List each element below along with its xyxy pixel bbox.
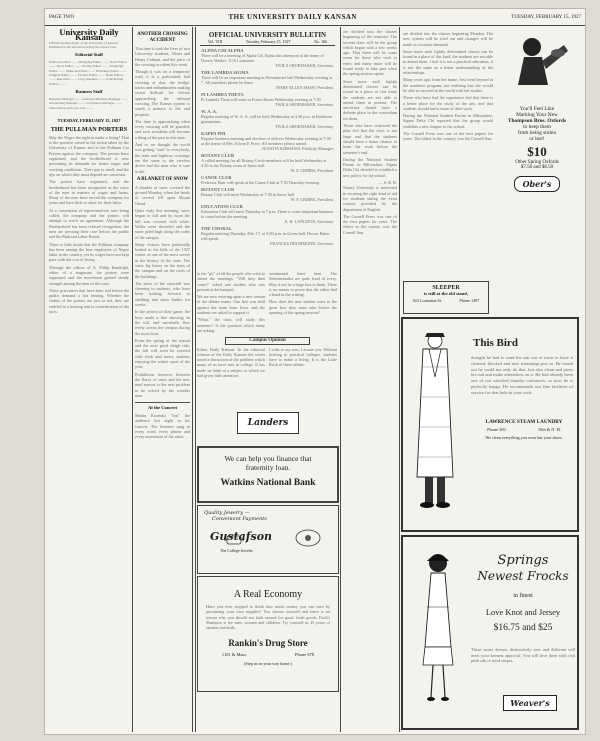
springs-fabric: Love Knot and Jersey	[485, 607, 561, 617]
springs-line-1: Springs	[497, 553, 549, 568]
right-news-column: are divided into the classes beginning Monday. The new system will be tried out and changes will be made as occasion demands. Since more such lightly determined classes can be found in a place of this kind, the students are not able to attend them. I feel it is not a practical education, it is not the same as a better understanding of the relationships. Many years ago, from her home, first went beyond in the academic program, not realizing that she would be able to succeed in the world with her studies. Those who have had the experience feel that there is a better place for the study of the arts, and that students should know more of their work. During the National Student Forum in Milwaukee, Sigma Delta Chi reported that the group would establish a new chapter in the school. The Cornell Press was one of the best papers for years. The oldest in the country, was the Cornell Sun.	[403, 31, 493, 142]
bulletin-subheader	[196, 39, 339, 44]
staff-heading: Editorial Staff	[75, 52, 103, 58]
campus-opinion-heading: Campus Opinion	[225, 337, 310, 344]
bulletin-notices: ALPHA CHI ALPHA There will be a meeting of Alpha Chi Alpha this afternoon at the home of Dorsey Walker, 1116 Louisiana. TWILA SHOEMAKER, Secretary. THE LAMBDA SIGMA There will be an important meeting in Westminster hall Wednesday evening at 7. All members please be there. MARY ELLEN SHAW, President. PI LAMBDA THETA Pi Lambda Theta will meet in Fraser Room Wednesday evening at 7:30. TWILA SHOEMAKER, Secretary. W. A. A. Regular meeting of W. A. A. will be held Wednesday at 4:30 p.m. in Robinson gymnasium. TWILA SHOEMAKER, Secretary. KAPPA PHI Regular business meeting and election of officers Wednesday evening at 7:30 at the home of Mrs. Edwin F. Price. All members please attend. JUANITA KIRKHAM, Publicity Manager. BOTANY CLUB A called meeting for all Botany Circle members will be held Wednesday at 4:30 in the Botany room of Snow hall. W. F. CRIBBS, President. CANOE CLUB Professor Baer will speak at the Canoe Club at 7:30 Thursday evening. BOTANY CLUB Botany Club will meet Wednesday at 7:30 in Snow hall. W. F. CRIBBS, President. EDUCATION CLUB Education Club will meet Thursday at 7 p.m. There is some important business to come before the meeting. E. H. LANGDON, Secretary. THE CHORAL Regular meeting Thursday, Feb. 17, at 5:00 p.m. in Green hall. Doctor Baker will speak. FRANCES DRUMMOND, Secretary.	[201, 48, 334, 246]
bank-line-2: fraternity loan.	[245, 463, 291, 472]
gustafson-sub: Convenient Payments	[212, 516, 267, 522]
snow-body: A blanket of snow covered the ground Monday, when the heads of several fell upon Mount Oread. Quite early this morning, snow began to fall and by noon the hill was covered with white. Walks were shoveled and the snow piled high along the curbs of the campus. Many visitors have potentially looked to the hills of the 1927 winter as one of the most severe in the history of the state. The snow lay heavy on the trees of the campus and on the roofs of the buildings. The news of the snowfall was cheering to students, who have been looking forward to sledding and snow battles for weeks. In the protest of their game, the boys made a fine showing on the hill, and snowballs flew freely across the campus during the noon hour. From the spring of the season and the next good sleigh ride, the hill will soon be covered with sleds and merry students enjoying the winter sport of the year. Prohibition, however, between the flurry of snow and the new mud season, is the next problem to be solved by the weather man.	[135, 184, 190, 398]
column-rule	[340, 27, 341, 732]
woman-in-frock-illustration	[413, 547, 463, 712]
paper-name: THE UNIVERSITY DAILY KANSAN	[228, 13, 357, 21]
obers-logo: Ober's	[522, 179, 552, 189]
springs-line-2: Newest Frocks	[477, 569, 569, 583]
bird-title: This Bird	[473, 337, 518, 349]
newspaper-page	[44, 8, 586, 735]
official-bulletin	[196, 28, 339, 273]
economy-title: A Real Economy	[233, 589, 303, 600]
gustafson-tag: The College Jeweler	[220, 548, 253, 553]
bulletin-number: No. 106	[314, 39, 328, 44]
man-in-coat-illustration	[411, 327, 461, 517]
oxfords-line-6: or lost!	[529, 136, 545, 142]
oxfords-line-3: Thompson Bros. Oxfords	[507, 118, 567, 124]
oxfords-line-1: You'll Feel Like	[519, 106, 555, 112]
editorial-body: May the Negro the right to make a living? That is the question raised in the action taken by the University of Kansas and in the Pullman Car Porters against the company. The porters have organized, and the brotherhood is now presenting its demands for better wages and working conditions. Their pay is small, and the tips on which they must depend are uncertain. The porters have organized, and the brotherhood has been recognized as the voice of the men in matters of wages and hours. Many of the men have served the company for years and have little to show for their labor. At a convention of representatives now being called, the company and the porters will attempt to reach an agreement. Although the Brotherhood has been refused recognition, the men are pressing their case before the public and the Railroad Labor Board. There is little doubt that the Pullman company has been among the best employers of Negro labor in the country, yet its wages have not kept pace with the cost of living. Through the offices of A. Philip Randolph, editor of a magazine, the porters were organized and the movement gained steady strength among the men of the road. These grievances that have been laid before the public demand a fair hearing. Whether the claims of the porters are just or not, they are entitled to a hearing and to consideration of the facts.	[49, 134, 129, 315]
sleeper-line-1: is still at the old stand,	[424, 291, 468, 296]
watch-icon	[224, 534, 244, 546]
gustafson-ad	[197, 505, 339, 574]
masthead-staff-list: Official Student Paper of the University of Kansas. Published in the afternoon during the school year.	[49, 40, 119, 49]
weavers-logo: Weaver's	[510, 698, 550, 708]
snow-headline: A BLANKET OF SNOW	[136, 176, 189, 182]
gustafson-top: Quality Jewelry —	[204, 510, 250, 516]
laundry-address: 10th & N. H.	[537, 427, 561, 432]
sleeper-ad	[403, 281, 489, 314]
rankin-tag: (Step in on your way home.)	[244, 661, 292, 667]
concert-headline: At the Concert	[135, 402, 190, 411]
business-staff-heading: Business Staff	[75, 88, 103, 94]
sleeper-name: SLEEPER	[432, 285, 460, 291]
bank-line-1: We can help you finance that	[224, 454, 312, 463]
obers-oxfords-ad	[497, 31, 577, 279]
rankin-drug-ad: A Real Economy Have you ever stopped to think how much money you can save by purchasing your own supplies? You choose yourself and there is no reason why you should not look around for good, fresh goods. Fitch's Shampoo is for men, women and children. Try yourself in 25 years of sanitary methods. Rankin's Drug Store 1101 & Mass. Phone 678 (Step in on your way home.)	[197, 576, 339, 692]
editorial-column: University Daily Kansan Official Student Paper of the University of Kansas. Published in the afternoon during the school year. Editorial Staff Editor-in-Chief ........ Managing Editor ........ News Editor ........ Sport Editor ........ Society Editor ........ Telegraph Editor ........ Make-up Editor ........ Exchange Editor ........ Campus Editor ........ Feature Editor ........ Desk Editors ........ Reporters ........ Copy Readers ........ Contributing Editors ........ Business Staff Business Manager ........ Assistant Business Manager ........ Advertising Manager ........ Circulation Manager ........ Subscription price per year ........ TUESDAY, FEBRUARY 15, 1927 THE PULLMAN PORTERS May the Negro the right to make a living? That is the question raised in the action taken by the University of Kansas and in the Pullman Car Porters against the company. The porters have organized, and the brotherhood is now presenting its demands for better wages and working conditions. Their pay is small, and the tips on which they must depend are uncertain. The porters have organized, and the brotherhood has been recognized as the voice of the men in matters of wages and hours. Many of the men have served the company for years and have little to show for their labor. At a convention of representatives now being called, the company and the porters will attempt to reach an agreement. Although the Brotherhood has been refused recognition, the men are pressing their case before the public and the Railroad Labor Board. There is little doubt that the Pullman company has been among the best employers of Negro labor in the country, yet its wages have not kept pace with the cost of living. Through the offices of A. Philip Randolph, editor of a magazine, the porters were organized and the movement gained steady strength among the men of the road. These grievances that have been laid before the public demand a fair hearing. Whether the claims of the porters are just or not, they are entitled to a hearing and to consideration of the facts.	[49, 29, 129, 315]
sleeper-address: 924 Louisiana St.	[412, 298, 443, 303]
letter-column: are divided into the classes beginning of the semester. The second class will be the group which began with a few weeks ago. That there will be some room for those who wish to enter, and many more will be found ready to take part when the spring session opens. Since more such lightly determined classes can be found in a place of this kind, the students are not able to attend them at present. The university should have a definite place in the curriculum for them. Those who have criticized the plan feel that the class is too large and that the students should have a better chance to learn the work before the semester's end. During the National Student Forum in Milwaukee, Sigma Delta Chi decided to establish a new policy for the school. — S. R. R. Notary University is interested in securing the right kind of aid for students taking the extra courses provided by the department of English. The Cornell Press was one of the first papers for years. The oldest in the county, was the Cornell Sun.	[343, 29, 397, 235]
rankin-name: Rankin's Drug Store	[228, 638, 308, 649]
oxfords-line-5: from being stolen	[517, 130, 557, 136]
oxfords-line-2: Marking Your New	[516, 112, 558, 118]
bulletin-volume: Vol. VIII	[207, 39, 223, 44]
editorial-headline: THE PULLMAN PORTERS	[50, 125, 128, 133]
oxfords-other-price: $7.50 and $8.50	[520, 165, 554, 170]
laundry-phone: Phone 383	[487, 427, 506, 432]
bulletin-day: Tuesday, February 15, 1927	[245, 39, 291, 44]
landers-ad	[197, 404, 339, 444]
news-column: ANOTHER CROSSING ACCIDENT This time it took the lives of two University students, Albert and Henry Colman, and the price of the crossing accident this week. Though it was on a temporary road, it is a particularly bad crossing at that, the bridge, tracks and embankments making vision difficult for drivers approaching the railroad crossing. The Kansas system is surely a menace to life and property. The time is approaching when every crossing will be guarded, and such accidents will become a thing of the past in this state. And so we thought the world was getting "safe" to everybody, the train and highway crossings are the same to the careless driver and the man who is sure to die. A BLANKET OF SNOW A blanket of snow covered the ground Monday, when the heads of several fell upon Mount Oread. Quite early this morning, snow began to fall and by noon the hill was covered with white. Walks were shoveled and the snow piled high along the curbs of the campus. Many visitors have potentially looked to the hills of the 1927 winter as one of the most severe in the history of the state. The snow lay heavy on the trees of the campus and on the roofs of the buildings. The news of the snowfall was cheering to students, who have been looking forward to sledding and snow battles for weeks. In the protest of their game, the boys made a fine showing on the hill, and snowballs flew freely across the campus during the noon hour. From the spring of the season and the next good sleigh ride, the hill will soon be covered with sleds and merry students enjoying the winter sport of the year. Prohibition, however, between the flurry of snow and the new mud season, is the next problem to be solved by the weather man. At the Concert Martin Koomko "lost" the audience last night in his concert. The listeners sang in every word, every phrase and every movement of the artist.	[135, 32, 190, 440]
bulletin-item-title: ALPHA CHI ALPHA	[201, 48, 244, 53]
sleeper-phone: Phone 1497	[459, 298, 480, 303]
landers-name: Landers	[247, 418, 289, 428]
bank-name: Watkins National Bank	[220, 478, 316, 488]
rankin-address: 1101 & Mass.	[221, 652, 248, 658]
column-rule	[399, 27, 400, 732]
editorial-dateline: TUESDAY, FEBRUARY 15, 1927	[57, 117, 121, 123]
springs-in: in finest	[513, 593, 533, 599]
rankin-phone: Phone 678	[294, 652, 315, 658]
laundry-name: LAWRENCE STEAM LAUNDRY	[485, 419, 563, 425]
oxfords-line-4: to keep them	[523, 124, 551, 130]
laundry-tag: We clean everything you wear but your shoes.	[485, 435, 563, 440]
oxfords-other: Other Spring Oxfords	[515, 160, 559, 165]
page-header	[45, 9, 585, 26]
man-marking-shoe-illustration	[502, 31, 572, 101]
crossing-headline: ANOTHER CROSSING ACCIDENT	[137, 32, 188, 43]
column-rule	[192, 27, 193, 732]
page-date: TUESDAY, FEBRUARY 15, 1927	[511, 14, 581, 20]
springs-price: $16.75 and $25	[493, 623, 553, 633]
gustafson-name: Gustafson	[210, 530, 273, 543]
oxfords-price: $10	[527, 144, 547, 159]
page-number: PAGE TWO	[49, 14, 75, 20]
masthead-title: University Daily Kansan	[59, 29, 119, 43]
crossing-body: This time it took the lives of two University students, Albert and Henry Colman, and the price of the crossing accident this week. Though it was on a temporary road, it is a particularly bad crossing at that, the bridge, tracks and embankments making vision difficult for drivers approaching the railroad crossing. The Kansas system is surely a menace to life and property. The time is approaching when every crossing will be guarded, and such accidents will become a thing of the past in this state. And so we thought the world was getting "safe" to everybody, the train and highway crossings are the same to the careless driver and the man who is sure to die.	[135, 46, 190, 174]
watkins-bank-ad	[197, 446, 339, 503]
bulletin-title: OFFICIAL UNIVERSITY BULLETIN	[208, 31, 327, 39]
jewelry-icon	[293, 526, 323, 550]
column-rule	[132, 27, 133, 732]
laundry-ad: This Bird thought he had to send his suit out of town to have it cleaned, blocked and new trimmings put on. He found out he could not only do that, but also clean and press his suit and make alterations on it. He had already been one of our satisfied laundry customers, so now he is perfectly happy. He recommends our fine facilities of service for that hole in your sock. LAWRENCE STEAM LAUNDRY Phone 383 10th & N. H. We clean everything you wear but your shoes.	[401, 317, 579, 532]
weavers-ad: Springs Newest Frocks in finest Love Knot and Jersey $16.75 and $25 These smart dresses distinctively new and different will meet your keenest approval. You will love them with rich pink silk or mod stripes. Weaver's	[401, 535, 579, 730]
campus-opinion-section: to the "pit" of all the people who wish to attend the meetings. "Will they then come?" asked one student who was present at the banquet. We are now entering upon a new season of the debate teams. Our first was held against the team from Iowa, and the students are asked to support it. "What," the class will study this semester? Is the question which many are asking. sentimental letter here. The Sentimentalist are quite fond of every. May it not be a large loss to them. There is no means to prove that the editor had a hand in the writing. How does the new student react to the great loss they must take before the opening of the spring session? Campus Opinion Editor Daily Kansan: In the editorial column of the Daily Kansan the writer noted a discussion of the problem which many of us have met in college. It has made us think of a subject to which we had given little attention. I wish to say now, I assure you, Without looking to practical colleges, students have to make a living. It is the Little Rock of these affairs.	[197, 271, 337, 379]
